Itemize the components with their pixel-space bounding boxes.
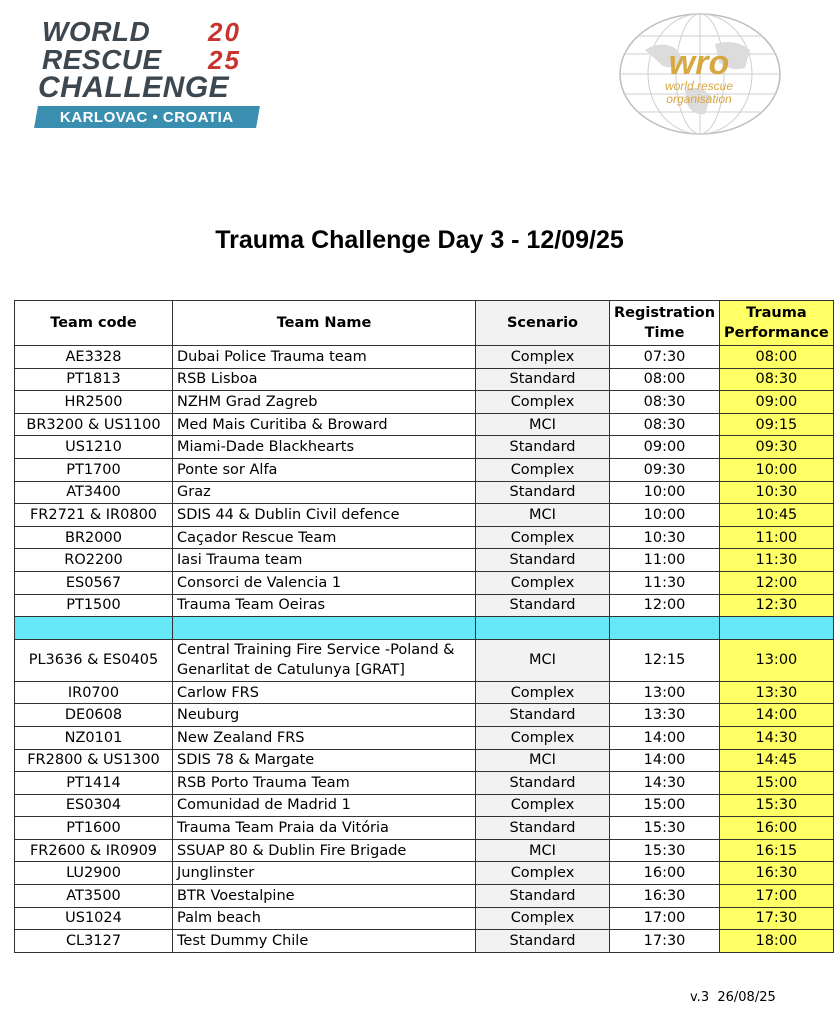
team-name-cell: Junglinster — [173, 862, 476, 885]
wro-logo — [615, 10, 785, 138]
table-row — [15, 794, 834, 817]
wro-subtitle: world rescue organisation — [664, 79, 734, 106]
performance-time-cell: 14:00 — [720, 704, 834, 727]
scenario-cell: Standard — [476, 481, 610, 504]
performance-time-cell: 08:30 — [720, 368, 834, 391]
table-row — [15, 391, 834, 414]
scenario-cell: MCI — [476, 504, 610, 527]
team-code-cell: AT3400 — [15, 481, 173, 504]
header-trauma-performance: Trauma Performance — [720, 301, 834, 346]
table-row — [15, 772, 834, 795]
team-code-cell: CL3127 — [15, 930, 173, 953]
scenario-cell: Complex — [476, 726, 610, 749]
wro-acronym: wro — [668, 44, 730, 82]
header-team-code: Team code — [15, 301, 173, 346]
performance-time-cell: 13:30 — [720, 681, 834, 704]
team-name-cell: Graz — [173, 481, 476, 504]
logo-location: KARLOVAC • CROATIA — [60, 108, 234, 126]
registration-time-cell: 07:30 — [610, 346, 720, 369]
scenario-cell: Complex — [476, 458, 610, 481]
team-name-cell: Med Mais Curitiba & Broward — [173, 413, 476, 436]
performance-time-cell: 11:00 — [720, 526, 834, 549]
page-title: Trauma Challenge Day 3 - 12/09/25 — [215, 226, 624, 254]
performance-time-cell: 16:15 — [720, 839, 834, 862]
table-row — [15, 930, 834, 953]
registration-time-cell: 15:30 — [610, 839, 720, 862]
team-name-cell: New Zealand FRS — [173, 726, 476, 749]
scenario-cell: MCI — [476, 839, 610, 862]
scenario-cell: MCI — [476, 413, 610, 436]
table-row — [15, 346, 834, 369]
registration-time-cell: 16:30 — [610, 885, 720, 908]
team-name-cell: SDIS 44 & Dublin Civil defence — [173, 504, 476, 527]
team-name-cell: NZHM Grad Zagreb — [173, 391, 476, 414]
table-row — [15, 839, 834, 862]
team-name-cell: Iasi Trauma team — [173, 549, 476, 572]
world-rescue-challenge-logo — [36, 14, 276, 130]
table-row — [15, 504, 834, 527]
table-row — [15, 594, 834, 617]
team-code-cell: NZ0101 — [15, 726, 173, 749]
registration-time-cell: 17:30 — [610, 930, 720, 953]
registration-time-cell: 12:00 — [610, 594, 720, 617]
scenario-cell: Standard — [476, 594, 610, 617]
team-code-cell: DE0608 — [15, 704, 173, 727]
team-name-cell: Neuburg — [173, 704, 476, 727]
scenario-cell: Complex — [476, 526, 610, 549]
performance-time-cell: 09:15 — [720, 413, 834, 436]
team-name-cell: SDIS 78 & Margate — [173, 749, 476, 772]
table-row — [15, 639, 834, 681]
registration-time-cell: 14:00 — [610, 749, 720, 772]
header-team-name: Team Name — [173, 301, 476, 346]
wro-text — [643, 46, 755, 106]
registration-time-cell: 08:30 — [610, 413, 720, 436]
performance-time-cell: 16:00 — [720, 817, 834, 840]
logo-year: 20 25 — [208, 17, 241, 75]
separator-cell — [173, 617, 476, 640]
schedule-table — [14, 300, 834, 953]
table-body — [15, 346, 834, 953]
scenario-cell: MCI — [476, 639, 610, 681]
team-name-cell: Carlow FRS — [173, 681, 476, 704]
registration-time-cell: 09:00 — [610, 436, 720, 459]
registration-time-cell: 10:00 — [610, 504, 720, 527]
scenario-cell: Standard — [476, 885, 610, 908]
registration-time-cell: 10:00 — [610, 481, 720, 504]
table-row — [15, 413, 834, 436]
registration-time-cell: 11:30 — [610, 571, 720, 594]
team-name-cell: Ponte sor Alfa — [173, 458, 476, 481]
table-row — [15, 817, 834, 840]
performance-time-cell: 15:00 — [720, 772, 834, 795]
performance-time-cell: 14:30 — [720, 726, 834, 749]
table-row — [15, 526, 834, 549]
table-row — [15, 749, 834, 772]
team-code-cell: ES0304 — [15, 794, 173, 817]
team-code-cell: PT1414 — [15, 772, 173, 795]
performance-time-cell: 11:30 — [720, 549, 834, 572]
performance-time-cell: 15:30 — [720, 794, 834, 817]
team-name-cell: Central Training Fire Service -Poland & Genarlitat de Catulunya [GRAT] — [173, 639, 476, 681]
team-name-cell: Miami-Dade Blackhearts — [173, 436, 476, 459]
scenario-cell: Complex — [476, 346, 610, 369]
team-name-cell: Test Dummy Chile — [173, 930, 476, 953]
team-code-cell: PT1500 — [15, 594, 173, 617]
table-row — [15, 907, 834, 930]
performance-time-cell: 10:45 — [720, 504, 834, 527]
team-code-cell: AE3328 — [15, 346, 173, 369]
team-code-cell: IR0700 — [15, 681, 173, 704]
performance-time-cell: 10:00 — [720, 458, 834, 481]
scenario-cell: Standard — [476, 549, 610, 572]
team-name-cell: SSUAP 80 & Dublin Fire Brigade — [173, 839, 476, 862]
table-row — [15, 704, 834, 727]
registration-time-cell: 10:30 — [610, 526, 720, 549]
registration-time-cell: 14:30 — [610, 772, 720, 795]
performance-time-cell: 10:30 — [720, 481, 834, 504]
team-code-cell: FR2721 & IR0800 — [15, 504, 173, 527]
registration-time-cell: 08:00 — [610, 368, 720, 391]
team-code-cell: BR3200 & US1100 — [15, 413, 173, 436]
scenario-cell: Complex — [476, 391, 610, 414]
separator-cell — [610, 617, 720, 640]
team-code-cell: FR2600 & IR0909 — [15, 839, 173, 862]
team-code-cell: HR2500 — [15, 391, 173, 414]
registration-time-cell: 14:00 — [610, 726, 720, 749]
performance-time-cell: 09:00 — [720, 391, 834, 414]
team-code-cell: US1210 — [15, 436, 173, 459]
registration-time-cell: 17:00 — [610, 907, 720, 930]
performance-time-cell: 12:30 — [720, 594, 834, 617]
table-row — [15, 726, 834, 749]
table-row — [15, 885, 834, 908]
team-code-cell: BR2000 — [15, 526, 173, 549]
team-code-cell: RO2200 — [15, 549, 173, 572]
version-label: v.3 26/08/25 — [690, 990, 776, 1005]
performance-time-cell: 18:00 — [720, 930, 834, 953]
table-row — [15, 481, 834, 504]
header-scenario: Scenario — [476, 301, 610, 346]
team-name-cell: Palm beach — [173, 907, 476, 930]
registration-time-cell: 09:30 — [610, 458, 720, 481]
team-code-cell: FR2800 & US1300 — [15, 749, 173, 772]
registration-time-cell: 08:30 — [610, 391, 720, 414]
scenario-cell: Complex — [476, 794, 610, 817]
team-code-cell: PT1813 — [15, 368, 173, 391]
team-name-cell: Trauma Team Oeiras — [173, 594, 476, 617]
team-name-cell: Consorci de Valencia 1 — [173, 571, 476, 594]
performance-time-cell: 14:45 — [720, 749, 834, 772]
performance-time-cell: 16:30 — [720, 862, 834, 885]
table-row — [15, 549, 834, 572]
table-row — [15, 681, 834, 704]
table-row — [15, 436, 834, 459]
team-code-cell: US1024 — [15, 907, 173, 930]
team-name-cell: RSB Lisboa — [173, 368, 476, 391]
team-name-cell: RSB Porto Trauma Team — [173, 772, 476, 795]
team-code-cell: ES0567 — [15, 571, 173, 594]
performance-time-cell: 08:00 — [720, 346, 834, 369]
header-row — [15, 301, 834, 346]
separator-cell — [476, 617, 610, 640]
registration-time-cell: 12:15 — [610, 639, 720, 681]
scenario-cell: Complex — [476, 571, 610, 594]
performance-time-cell: 09:30 — [720, 436, 834, 459]
scenario-cell: Complex — [476, 681, 610, 704]
performance-time-cell: 13:00 — [720, 639, 834, 681]
team-name-cell: Trauma Team Praia da Vitória — [173, 817, 476, 840]
separator-row — [15, 617, 834, 640]
logo-word-rescue: RESCUE — [42, 44, 162, 75]
performance-time-cell: 12:00 — [720, 571, 834, 594]
registration-time-cell: 11:00 — [610, 549, 720, 572]
registration-time-cell: 15:00 — [610, 794, 720, 817]
registration-time-cell: 13:00 — [610, 681, 720, 704]
scenario-cell: Standard — [476, 930, 610, 953]
registration-time-cell: 13:30 — [610, 704, 720, 727]
team-code-cell: PL3636 & ES0405 — [15, 639, 173, 681]
team-code-cell: AT3500 — [15, 885, 173, 908]
table-row — [15, 571, 834, 594]
table-row — [15, 862, 834, 885]
scenario-cell: Standard — [476, 772, 610, 795]
header-registration-time: Registration Time — [610, 301, 720, 346]
logo-location-band — [34, 106, 260, 128]
team-code-cell: PT1600 — [15, 817, 173, 840]
logo-word-challenge: CHALLENGE — [38, 71, 230, 104]
table-row — [15, 368, 834, 391]
team-name-cell: Dubai Police Trauma team — [173, 346, 476, 369]
team-code-cell: LU2900 — [15, 862, 173, 885]
performance-time-cell: 17:00 — [720, 885, 834, 908]
scenario-cell: Standard — [476, 436, 610, 459]
registration-time-cell: 16:00 — [610, 862, 720, 885]
scenario-cell: Complex — [476, 862, 610, 885]
team-name-cell: Comunidad de Madrid 1 — [173, 794, 476, 817]
scenario-cell: Standard — [476, 368, 610, 391]
separator-cell — [15, 617, 173, 640]
team-code-cell: PT1700 — [15, 458, 173, 481]
scenario-cell: Complex — [476, 907, 610, 930]
team-name-cell: BTR Voestalpine — [173, 885, 476, 908]
logo-word-world: WORLD — [42, 16, 151, 47]
team-name-cell: Caçador Rescue Team — [173, 526, 476, 549]
registration-time-cell: 15:30 — [610, 817, 720, 840]
performance-time-cell: 17:30 — [720, 907, 834, 930]
table-row — [15, 458, 834, 481]
separator-cell — [720, 617, 834, 640]
scenario-cell: MCI — [476, 749, 610, 772]
scenario-cell: Standard — [476, 704, 610, 727]
scenario-cell: Standard — [476, 817, 610, 840]
